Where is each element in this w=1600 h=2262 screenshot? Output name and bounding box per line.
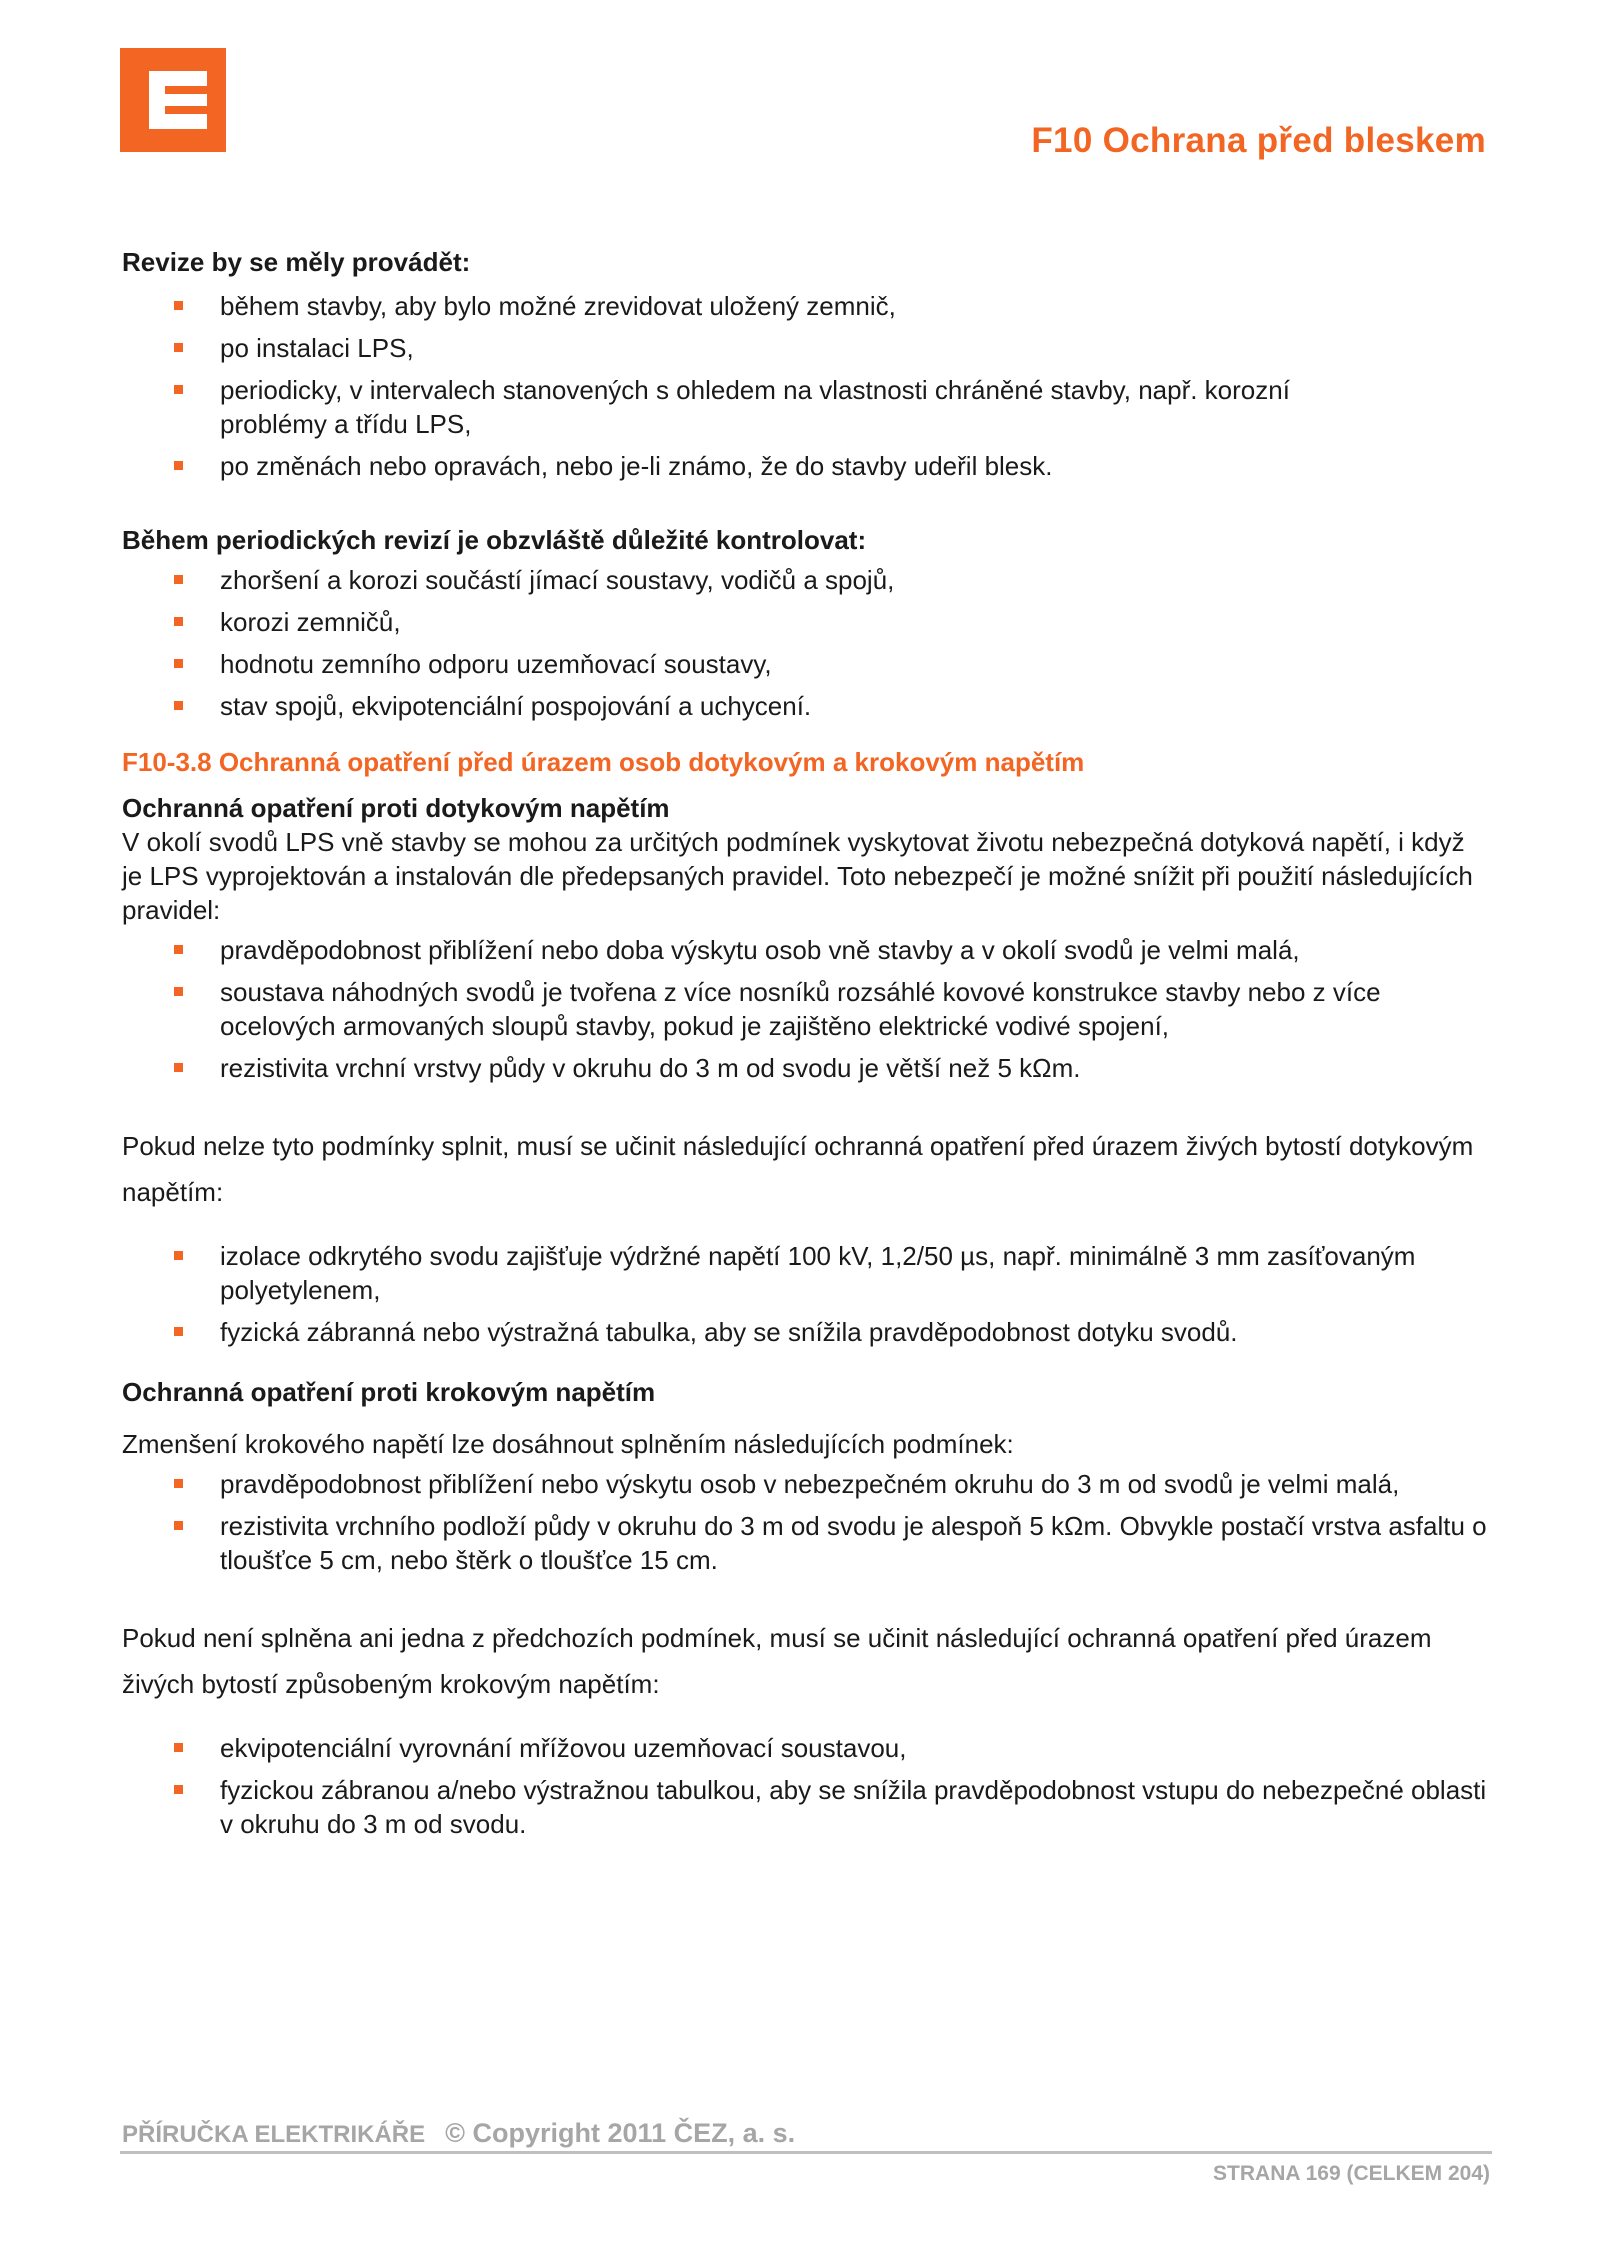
bullet-square-icon	[174, 1063, 183, 1072]
list-item	[122, 647, 1492, 681]
s2-list	[122, 563, 1492, 723]
subheading-touch-voltage: Ochranná opatření proti dotykovým napětím	[122, 793, 670, 823]
s1-heading: Revize by se měly provádět:	[122, 247, 471, 277]
list-item	[122, 689, 1492, 723]
list-item-text: rezistivita vrchního podloží půdy v okruhu do 3 m od svodu je alespoň 5 kΩm. Obvykle postačí vrstva asfaltu o tloušťce 5 cm, nebo štěrk o tloušťce 15 cm.	[220, 1511, 1487, 1575]
section-heading: F10-3.8 Ochranná opatření před úrazem osob dotykovým a krokovým napětím	[122, 747, 1085, 777]
bullet-square-icon	[174, 575, 183, 584]
s2-heading: Během periodických revizí je obzvláště důležité kontrolovat:	[122, 525, 867, 555]
footer-copyright: © Copyright 2011 ČEZ, a. s.	[445, 2118, 796, 2148]
paragraph: Zmenšení krokového napětí lze dosáhnout splněním následujících podmínek:	[122, 1429, 1014, 1459]
bullet-square-icon	[174, 987, 183, 996]
paragraph: Pokud není splněna ani jedna z předchozích podmínek, musí se učinit následující ochranná opatření před úrazem živých bytostí způsobeným krokovým napětím:	[122, 1623, 1432, 1699]
bullet-square-icon	[174, 1479, 183, 1488]
list-item	[122, 289, 1492, 323]
list-item-text: soustava náhodných svodů je tvořena z více nosníků rozsáhlé kovové konstrukce stavby nebo z více ocelových armovaných sloupů stavby, pokud je zajištěno elektrické vodivé spojení,	[220, 977, 1381, 1041]
cez-logo	[120, 48, 226, 152]
bullet-square-icon	[174, 1327, 183, 1336]
list-item-text: izolace odkrytého svodu zajišťuje výdržné napětí 100 kV, 1,2/50 µs, např. minimálně 3 mm zasíťovaným polyetylenem,	[220, 1241, 1416, 1305]
list-item-text: fyzická zábranná nebo výstražná tabulka, aby se snížila pravděpodobnost dotyku svodů.	[220, 1317, 1238, 1347]
footer-book-title: PŘÍRUČKA ELEKTRIKÁŘE	[122, 2121, 426, 2148]
bullet-square-icon	[174, 461, 183, 470]
list-item-text: ekvipotenciální vyrovnání mřížovou uzemňovací soustavou,	[220, 1733, 907, 1763]
list-item	[122, 1051, 1492, 1085]
list-item-text: po instalaci LPS,	[220, 333, 414, 363]
list-item	[122, 373, 1360, 441]
paragraph: V okolí svodů LPS vně stavby se mohou za určitých podmínek vyskytovat životu nebezpečná dotyková napětí, i když je LPS vyprojektován a instalován dle předepsaných pravidel. Toto nebezpečí je možné snížit při použití následujících pravidel:	[122, 827, 1473, 925]
list-item-text: rezistivita vrchní vrstvy půdy v okruhu do 3 m od svodu je větší než 5 kΩm.	[220, 1053, 1081, 1083]
bullet-square-icon	[174, 659, 183, 668]
list-item	[122, 605, 1492, 639]
s3-list	[122, 933, 1492, 1085]
list-item-text: periodicky, v intervalech stanovených s ohledem na vlastnosti chráněné stavby, např. korozní problémy a třídu LPS,	[220, 375, 1290, 439]
list-item	[122, 449, 1492, 483]
s4-list	[122, 1467, 1492, 1577]
subheading-step-voltage: Ochranná opatření proti krokovým napětím	[122, 1377, 656, 1407]
list-item	[122, 975, 1492, 1043]
list-item-text: zhoršení a korozi součástí jímací soustavy, vodičů a spojů,	[220, 565, 895, 595]
bullet-square-icon	[174, 945, 183, 954]
s1-list	[122, 289, 1492, 483]
bullet-square-icon	[174, 701, 183, 710]
s4-list-2	[122, 1731, 1492, 1841]
footer-title	[122, 2118, 795, 2149]
bullet-square-icon	[174, 1785, 183, 1794]
list-item	[122, 331, 1492, 365]
page-content	[122, 245, 1492, 1849]
list-item	[122, 1239, 1492, 1307]
list-item-text: korozi zemničů,	[220, 607, 401, 637]
paragraph: Pokud nelze tyto podmínky splnit, musí se učinit následující ochranná opatření před úrazem živých bytostí dotykovým napětím:	[122, 1131, 1474, 1207]
list-item	[122, 1773, 1492, 1841]
chapter-title: F10 Ochrana před bleskem	[1031, 121, 1486, 160]
list-item-text: stav spojů, ekvipotenciální pospojování a uchycení.	[220, 691, 812, 721]
list-item-text: hodnotu zemního odporu uzemňovací soustavy,	[220, 649, 772, 679]
bullet-square-icon	[174, 385, 183, 394]
page-number: STRANA 169 (CELKEM 204)	[1213, 2162, 1490, 2185]
footer-divider	[120, 2151, 1492, 2154]
s3-list-2	[122, 1239, 1492, 1349]
bullet-square-icon	[174, 1521, 183, 1530]
list-item-text: po změnách nebo opravách, nebo je-li známo, že do stavby udeřil blesk.	[220, 451, 1053, 481]
list-item	[122, 1731, 1492, 1765]
bullet-square-icon	[174, 617, 183, 626]
bullet-square-icon	[174, 301, 183, 310]
list-item	[122, 563, 1492, 597]
bullet-square-icon	[174, 1251, 183, 1260]
list-item-text: během stavby, aby bylo možné zrevidovat uložený zemnič,	[220, 291, 896, 321]
list-item	[122, 933, 1492, 967]
list-item-text: pravděpodobnost přiblížení nebo výskytu osob v nebezpečném okruhu do 3 m od svodů je velmi malá,	[220, 1469, 1400, 1499]
list-item	[122, 1509, 1492, 1577]
bullet-square-icon	[174, 1743, 183, 1752]
list-item	[122, 1467, 1492, 1501]
list-item-text: fyzickou zábranou a/nebo výstražnou tabulkou, aby se snížila pravděpodobnost vstupu do nebezpečné oblasti v okruhu do 3 m od svodu.	[220, 1775, 1487, 1839]
bullet-square-icon	[174, 343, 183, 352]
list-item-text: pravděpodobnost přiblížení nebo doba výskytu osob vně stavby a v okolí svodů je velmi malá,	[220, 935, 1300, 965]
list-item	[122, 1315, 1492, 1349]
